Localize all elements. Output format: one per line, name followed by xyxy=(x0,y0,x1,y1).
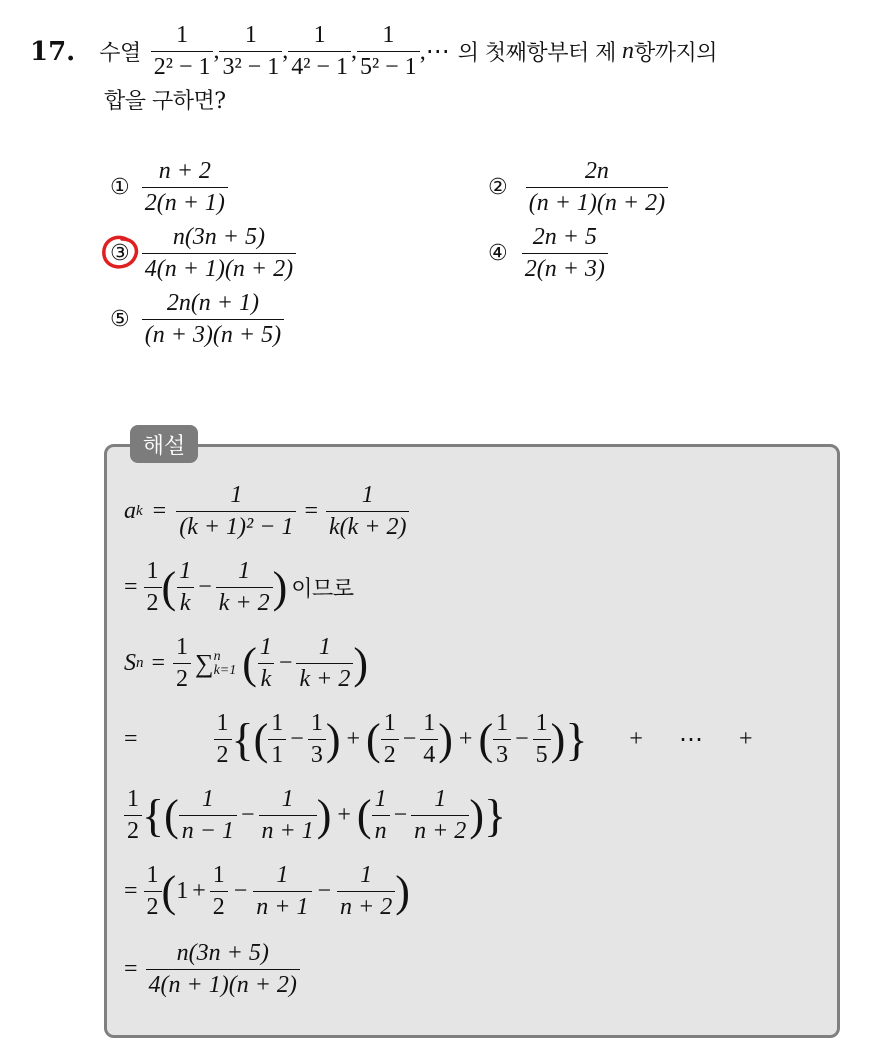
sigma-icon: ∑ xyxy=(195,648,214,678)
solution-tag: 해설 xyxy=(130,425,198,463)
choice-4[interactable] xyxy=(488,224,608,283)
choice-5-fraction: $\frac{2n(n + 1)}{(n + 3)(n + 5)}$ xyxy=(142,290,284,349)
solution-line-6: = $\frac{1}{2}$ ( 1 + $\frac{1}{2}$ − $\frac{1}{n + 1}$ − $\frac{1}{n + 2}$ ) xyxy=(124,862,410,920)
term-1: $\frac{1}{\text{2² − 1}}$ xyxy=(151,22,214,81)
choice-3[interactable] xyxy=(110,224,296,283)
red-circle-icon xyxy=(98,231,142,275)
sequence-ellipsis: ,⋯ xyxy=(419,39,450,66)
choice-3-mark: ③ xyxy=(110,241,130,266)
solution-line-2: = $\frac{1}{2}$ ( $\frac{1}{k}$ − $\frac{1}{k + 2}$ ) 이므로 xyxy=(124,558,354,616)
solution-line-5: $\frac{1}{2}$ { ( $\frac{1}{n - 1}$ − $\frac{1}{n + 1}$ ) + ( $\frac{1}{n}$ − $\frac{1}{n + 2}$ ) } xyxy=(124,786,506,845)
question-number: 17. xyxy=(30,36,76,67)
term-2: $\frac{1}{\text{3² − 1}}$ xyxy=(219,22,282,81)
choice-2-fraction: $\frac{2n}{(n + 1)(n + 2)}$ xyxy=(526,158,668,217)
term-4: $\frac{1}{\text{5² − 1}}$ xyxy=(357,22,420,81)
question-prefix: 수열 xyxy=(99,41,141,67)
term-3: $\frac{1}{\text{4² − 1}}$ xyxy=(288,22,351,81)
choice-5-mark: ⑤ xyxy=(110,307,130,333)
question-text-b: 항까지의 xyxy=(633,41,717,67)
question-line-2: 합을 구하면? xyxy=(104,89,226,114)
solution-line-7: = $\frac{n(3n + 5)}{4(n + 1)(n + 2)}$ xyxy=(124,940,300,999)
choice-4-fraction: $\frac{2n + 5}{2(n + 3)}$ xyxy=(522,224,608,283)
choice-2[interactable] xyxy=(488,158,668,217)
choice-1[interactable] xyxy=(110,158,228,217)
question-var-n: n xyxy=(621,38,634,65)
solution-line-4: = $\frac{1}{2}$ { ( $\frac{1}{1}$ − $\frac{1}{3}$ ) + ( $\frac{1}{2}$ − $\frac{1}{4}$ ) + ( $\frac{1}{3}$ − $\frac{1}{5}$ ) } + ⋯ + xyxy=(124,710,753,768)
question-line-1: 17. 수열 $\frac{1}{\text{2² − 1}}$ , $\frac{1}{\text{3² − 1}}$ , $\frac{1}{\text{4² − 1}}$ , $\frac{1}{\text{5² − 1}}$ ,⋯ 의 첫째항부터 제 n 항까지의 xyxy=(30,22,717,80)
choice-5[interactable] xyxy=(110,290,284,349)
choice-1-mark: ① xyxy=(110,175,130,201)
question-text-a: 의 첫째항부터 제 xyxy=(457,41,616,67)
solution-line-1: a k = $\frac{1}{\text{(k + 1)² − 1}}$ = $\frac{1}{k(k + 2)}$ xyxy=(124,482,409,541)
choice-2-mark: ② xyxy=(488,175,508,201)
choice-3-fraction: $\frac{n(3n + 5)}{4(n + 1)(n + 2)}$ xyxy=(142,224,296,283)
solution-suffix: 이므로 xyxy=(291,577,354,603)
choice-4-mark: ④ xyxy=(488,241,508,267)
choice-1-fraction: $\frac{n + 2}{2(n + 1)}$ xyxy=(142,158,228,217)
solution-line-3: S n = $\frac{1}{2}$ ∑ n k=1 ( $\frac{1}{k}$ − $\frac{1}{k + 2}$ ) xyxy=(124,634,368,692)
